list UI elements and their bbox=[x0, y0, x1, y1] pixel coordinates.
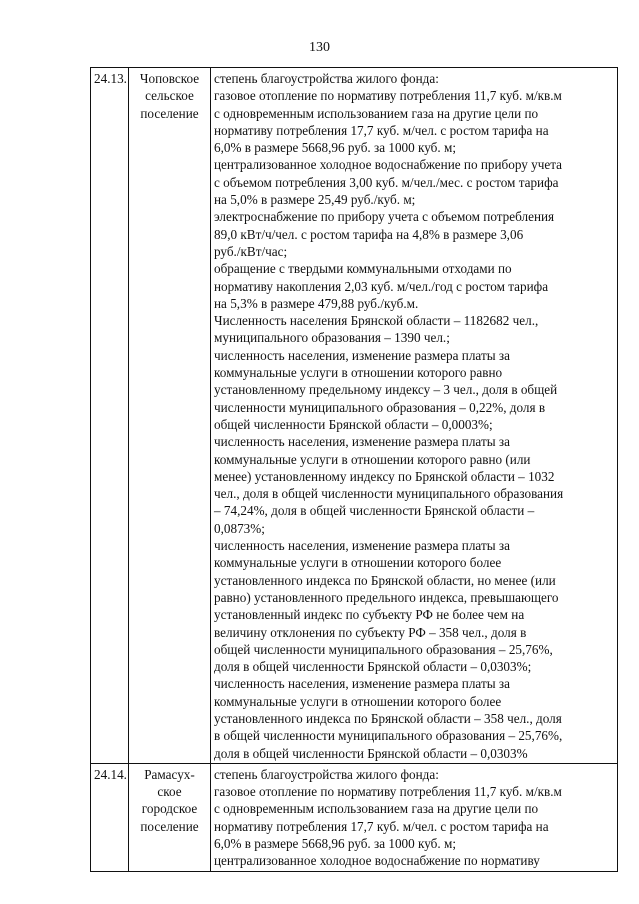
description-line: менее) установленному индексу по Брянской области – 1032 bbox=[214, 468, 555, 484]
description-line: численности муниципального образования – 0,22%, доля в bbox=[214, 399, 546, 415]
description-line: обращение с твердыми коммунальными отходами по bbox=[214, 261, 512, 277]
description-line: доля в общей численности Брянской области – 0,0303%; bbox=[214, 659, 532, 675]
page-number: 130 bbox=[309, 40, 330, 55]
description-line: с объемом потребления 3,00 куб. м/чел./мес. с ростом тарифа bbox=[214, 174, 559, 190]
description-line: нормативу накопления 2,03 куб. м/чел./год с ростом тарифа bbox=[214, 278, 549, 294]
description-line: численность населения, изменение размера платы за bbox=[214, 434, 510, 450]
description-line: общей численности Брянской области – 0,0003%; bbox=[214, 416, 493, 432]
description-line: 6,0% в размере 5668,96 руб. за 1000 куб. м; bbox=[214, 140, 456, 156]
description-line: газовое отопление по нормативу потребления 11,7 куб. м/кв.м bbox=[214, 784, 562, 800]
settlement-name-line: поселение bbox=[140, 105, 199, 121]
description-line: установленного индекса по Брянской области, но менее (или bbox=[214, 572, 556, 588]
settlement-name-line: городское bbox=[141, 801, 198, 817]
description-line: 0,0873%; bbox=[214, 520, 265, 536]
description-line: коммунальные услуги в отношении которого равно (или bbox=[214, 451, 531, 467]
table-row bbox=[91, 763, 618, 871]
tariff-table bbox=[90, 67, 618, 872]
description-line: Численность населения Брянской области – 1182682 чел., bbox=[214, 313, 539, 329]
row-number: 24.13. bbox=[91, 68, 129, 764]
description-line: на 5,0% в размере 25,49 руб./куб. м; bbox=[214, 192, 416, 208]
tariff-description bbox=[211, 68, 618, 764]
description-line: чел., доля в общей численности муниципального образования bbox=[214, 486, 564, 502]
description-line: централизованное холодное водоснабжение по нормативу bbox=[214, 853, 540, 869]
settlement-name-line: поселение bbox=[140, 818, 199, 834]
description-line: коммунальные услуги в отношении которого более bbox=[214, 693, 502, 709]
description-line: муниципального образования – 1390 чел.; bbox=[214, 330, 450, 346]
table-body bbox=[91, 68, 618, 872]
settlement-name-line: ское bbox=[157, 784, 182, 800]
settlement-name-line: Рамасух- bbox=[144, 766, 195, 782]
description-line: общей численности муниципального образования – 25,76%, bbox=[214, 641, 553, 657]
description-line: нормативу потребления 17,7 куб. м/чел. с ростом тарифа на bbox=[214, 818, 549, 834]
description-line: – 74,24%, доля в общей численности Брянской области – bbox=[214, 503, 535, 519]
settlement-name bbox=[129, 763, 211, 871]
description-line: с одновременным использованием газа на другие цели по bbox=[214, 105, 539, 121]
description-line: нормативу потребления 17,7 куб. м/чел. с ростом тарифа на bbox=[214, 122, 549, 138]
description-line: численность населения, изменение размера платы за bbox=[214, 538, 510, 554]
settlement-name bbox=[129, 68, 211, 764]
description-line: установленного индекса по Брянской области – 358 чел., доля bbox=[214, 710, 562, 726]
description-line: централизованное холодное водоснабжение по прибору учета bbox=[214, 157, 563, 173]
description-line: величину отклонения по субъекту РФ – 358 чел., доля в bbox=[214, 624, 527, 640]
description-line: на 5,3% в размере 479,88 руб./куб.м. bbox=[214, 295, 419, 311]
settlement-name-line: сельское bbox=[145, 88, 194, 104]
description-line: установленному предельному индексу – 3 чел., доля в общей bbox=[214, 382, 558, 398]
description-line: коммунальные услуги в отношении которого равно bbox=[214, 365, 503, 381]
settlement-name-line: Чоповское bbox=[139, 71, 200, 86]
tariff-description bbox=[211, 763, 618, 871]
row-number: 24.14. bbox=[91, 763, 129, 871]
table-row bbox=[91, 68, 618, 764]
description-line: газовое отопление по нормативу потребления 11,7 куб. м/кв.м bbox=[214, 88, 562, 104]
description-line: численность населения, изменение размера платы за bbox=[214, 347, 510, 363]
description-line: 89,0 кВт/ч/чел. с ростом тарифа на 4,8% в размере 3,06 bbox=[214, 226, 524, 242]
description-line: доля в общей численности Брянской области – 0,0303% bbox=[214, 745, 528, 761]
description-line: коммунальные услуги в отношении которого более bbox=[214, 555, 502, 571]
description-line: равно) установленного предельного индекса, превышающего bbox=[214, 589, 559, 605]
description-line: численность населения, изменение размера платы за bbox=[214, 676, 510, 692]
description-line: электроснабжение по прибору учета с объемом потребления bbox=[214, 209, 555, 225]
description-line: руб./кВт/час; bbox=[214, 243, 288, 259]
description-line: 6,0% в размере 5668,96 руб. за 1000 куб. м; bbox=[214, 836, 456, 852]
description-line: с одновременным использованием газа на другие цели по bbox=[214, 801, 539, 817]
description-line: степень благоустройства жилого фонда: bbox=[214, 71, 439, 86]
description-line: установленный индекс по субъекту РФ не более чем на bbox=[214, 607, 525, 623]
description-line: в общей численности муниципального образования – 25,76%, bbox=[214, 728, 563, 744]
description-line: степень благоустройства жилого фонда: bbox=[214, 766, 439, 782]
